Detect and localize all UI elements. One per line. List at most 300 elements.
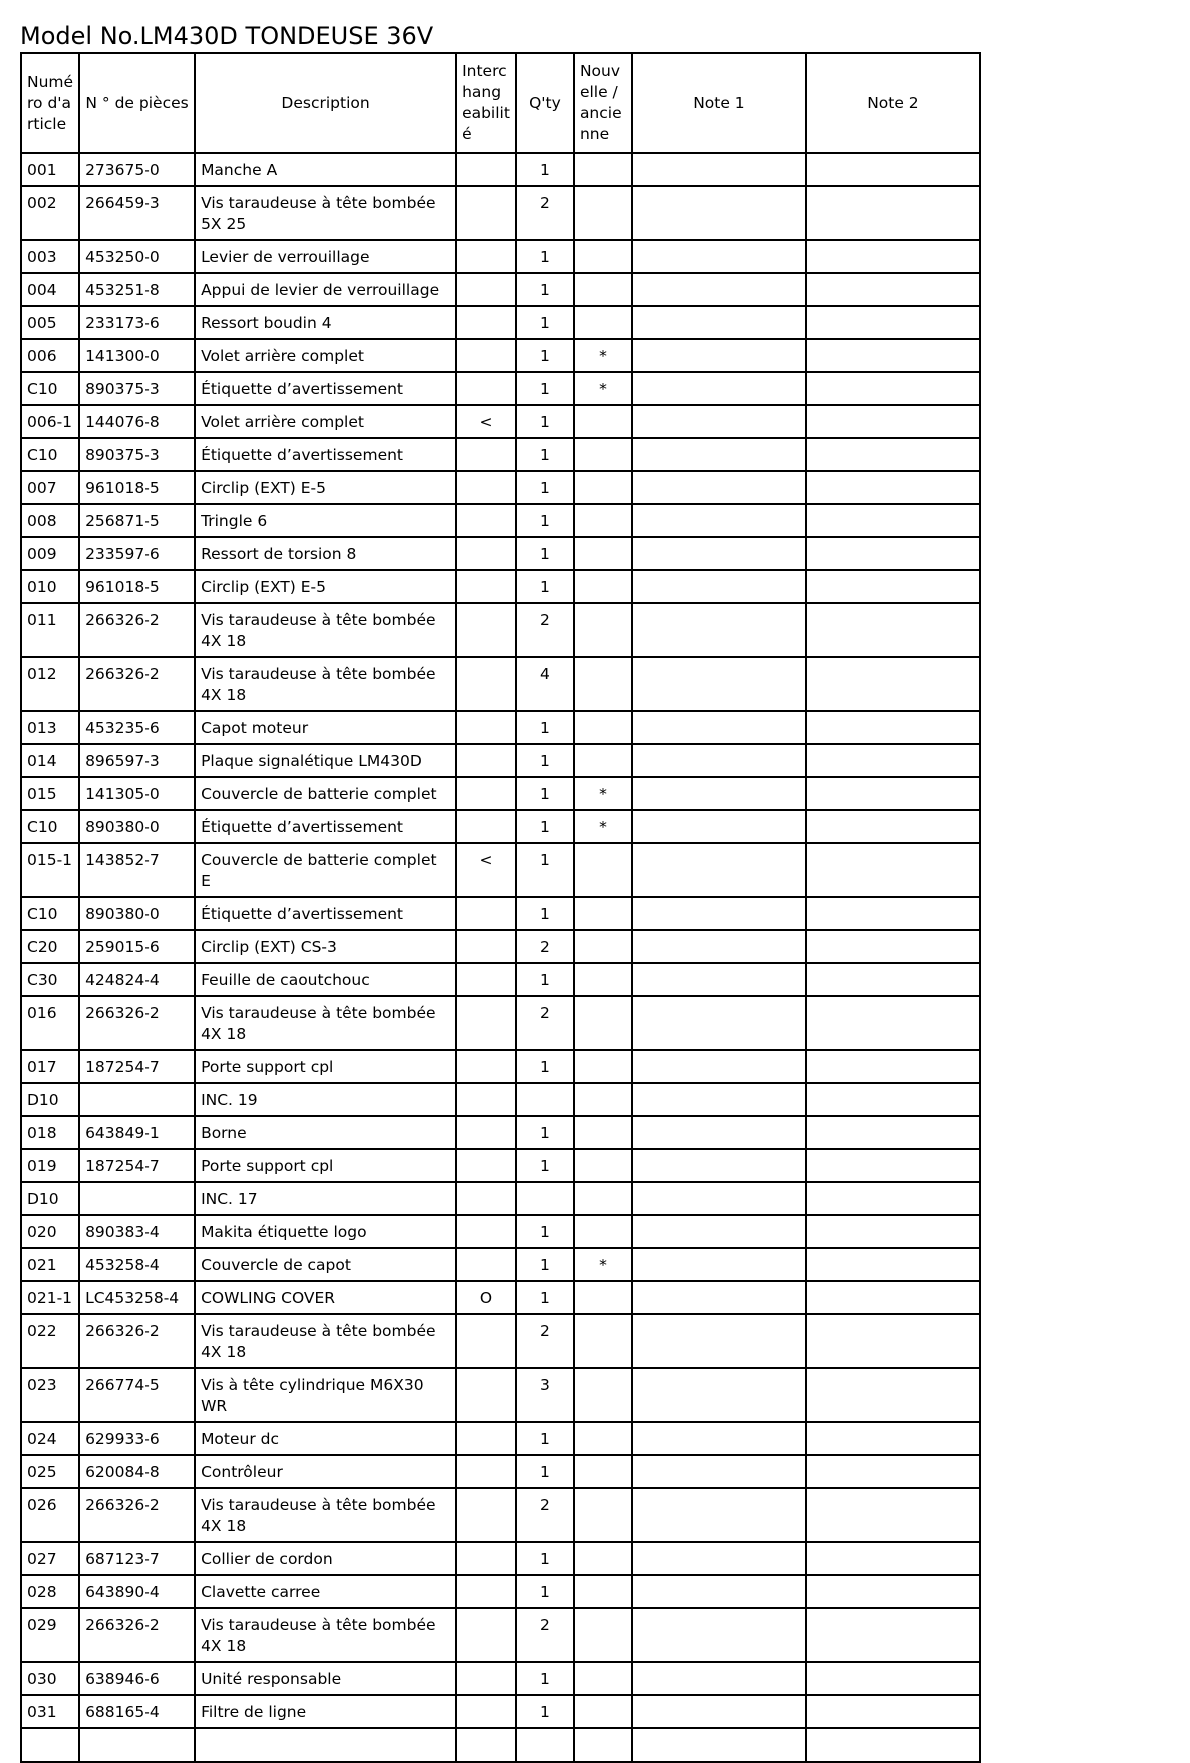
cell-quantity: 1 — [516, 810, 574, 843]
cell-new-old: * — [574, 810, 632, 843]
table-row — [21, 777, 980, 810]
cell-quantity: 1 — [516, 1116, 574, 1149]
cell-item-number: D10 — [21, 1083, 79, 1116]
cell-item-number: 002 — [21, 186, 79, 240]
cell-item-number: 016 — [21, 996, 79, 1050]
cell-part-number: 896597-3 — [79, 744, 195, 777]
cell-note-1 — [632, 504, 806, 537]
page-title: Model No.LM430D TONDEUSE 36V — [20, 22, 434, 50]
cell-description: Makita étiquette logo — [195, 1215, 456, 1248]
cell-note-2 — [806, 711, 980, 744]
table-row — [21, 1455, 980, 1488]
cell-new-old — [574, 1542, 632, 1575]
cell-quantity: 4 — [516, 657, 574, 711]
table-row — [21, 1248, 980, 1281]
cell-quantity: 2 — [516, 1608, 574, 1662]
cell-note-1 — [632, 471, 806, 504]
table-row — [21, 1149, 980, 1182]
cell-quantity: 1 — [516, 1455, 574, 1488]
cell-item-number: 011 — [21, 603, 79, 657]
cell-item-number: C10 — [21, 810, 79, 843]
cell-part-number: 643890-4 — [79, 1575, 195, 1608]
cell-part-number: 187254-7 — [79, 1050, 195, 1083]
cell-description: Étiquette d’avertissement — [195, 438, 456, 471]
cell-new-old — [574, 1662, 632, 1695]
cell-item-number: 021 — [21, 1248, 79, 1281]
cell-interchangeability — [456, 777, 516, 810]
cell-interchangeability — [456, 186, 516, 240]
cell-note-1 — [632, 930, 806, 963]
cell-quantity: 3 — [516, 1368, 574, 1422]
cell-new-old: * — [574, 372, 632, 405]
table-row — [21, 711, 980, 744]
cell-part-number: 141305-0 — [79, 777, 195, 810]
cell-note-1 — [632, 657, 806, 711]
cell-note-2 — [806, 504, 980, 537]
cell-part-number: 687123-7 — [79, 1542, 195, 1575]
table-row — [21, 657, 980, 711]
cell-note-2 — [806, 1422, 980, 1455]
cell-item-number: C20 — [21, 930, 79, 963]
cell-quantity: 1 — [516, 1248, 574, 1281]
cell-note-2 — [806, 438, 980, 471]
cell-interchangeability — [456, 273, 516, 306]
cell-note-2 — [806, 930, 980, 963]
cell-quantity: 1 — [516, 1149, 574, 1182]
table-row — [21, 1083, 980, 1116]
cell-part-number: 266326-2 — [79, 996, 195, 1050]
cell-note-1 — [632, 1368, 806, 1422]
cell-part-number: 259015-6 — [79, 930, 195, 963]
table-row — [21, 1422, 980, 1455]
cell-note-1 — [632, 1728, 806, 1762]
cell-note-2 — [806, 273, 980, 306]
cell-item-number: 013 — [21, 711, 79, 744]
cell-interchangeability — [456, 1149, 516, 1182]
cell-note-2 — [806, 1248, 980, 1281]
cell-quantity: 1 — [516, 273, 574, 306]
cell-note-1 — [632, 339, 806, 372]
cell-interchangeability — [456, 1455, 516, 1488]
cell-description: Vis taraudeuse à tête bombée 4X 18 — [195, 657, 456, 711]
table-row — [21, 273, 980, 306]
cell-quantity: 2 — [516, 186, 574, 240]
table-row — [21, 570, 980, 603]
cell-part-number: 961018-5 — [79, 471, 195, 504]
cell-interchangeability — [456, 438, 516, 471]
cell-note-2 — [806, 1608, 980, 1662]
cell-description: Clavette carree — [195, 1575, 456, 1608]
cell-part-number: 890375-3 — [79, 438, 195, 471]
table-row — [21, 810, 980, 843]
cell-description: Porte support cpl — [195, 1149, 456, 1182]
cell-description: Vis à tête cylindrique M6X30 WR — [195, 1368, 456, 1422]
cell-description: Contrôleur — [195, 1455, 456, 1488]
cell-note-1 — [632, 1455, 806, 1488]
cell-interchangeability — [456, 1215, 516, 1248]
cell-note-2 — [806, 777, 980, 810]
cell-interchangeability — [456, 471, 516, 504]
cell-interchangeability — [456, 1488, 516, 1542]
cell-interchangeability — [456, 306, 516, 339]
table-row — [21, 1182, 980, 1215]
cell-part-number: 453250-0 — [79, 240, 195, 273]
table-row — [21, 843, 980, 897]
cell-interchangeability — [456, 537, 516, 570]
cell-new-old — [574, 963, 632, 996]
cell-description: Étiquette d’avertissement — [195, 810, 456, 843]
cell-description — [195, 1728, 456, 1762]
cell-description: Volet arrière complet — [195, 405, 456, 438]
cell-part-number: 638946-6 — [79, 1662, 195, 1695]
cell-part-number: 890380-0 — [79, 897, 195, 930]
cell-part-number: 266459-3 — [79, 186, 195, 240]
cell-note-2 — [806, 1083, 980, 1116]
cell-description: Plaque signalétique LM430D — [195, 744, 456, 777]
cell-new-old — [574, 603, 632, 657]
cell-part-number: 453251-8 — [79, 273, 195, 306]
cell-quantity: 2 — [516, 1488, 574, 1542]
cell-new-old — [574, 306, 632, 339]
cell-note-1 — [632, 1314, 806, 1368]
cell-note-1 — [632, 273, 806, 306]
cell-description: Tringle 6 — [195, 504, 456, 537]
table-row — [21, 996, 980, 1050]
table-row — [21, 1281, 980, 1314]
cell-new-old — [574, 471, 632, 504]
cell-quantity — [516, 1182, 574, 1215]
cell-item-number: C10 — [21, 372, 79, 405]
cell-note-1 — [632, 186, 806, 240]
cell-quantity: 2 — [516, 930, 574, 963]
cell-note-1 — [632, 1050, 806, 1083]
cell-description: Couvercle de capot — [195, 1248, 456, 1281]
cell-quantity: 1 — [516, 405, 574, 438]
table-row — [21, 372, 980, 405]
cell-item-number: 031 — [21, 1695, 79, 1728]
cell-quantity: 1 — [516, 1542, 574, 1575]
cell-note-1 — [632, 1662, 806, 1695]
cell-part-number: 424824-4 — [79, 963, 195, 996]
cell-new-old — [574, 657, 632, 711]
cell-interchangeability — [456, 1083, 516, 1116]
cell-interchangeability — [456, 1182, 516, 1215]
cell-quantity: 1 — [516, 471, 574, 504]
table-row — [21, 1608, 980, 1662]
cell-note-1 — [632, 438, 806, 471]
cell-part-number: 233597-6 — [79, 537, 195, 570]
cell-interchangeability — [456, 1608, 516, 1662]
cell-item-number: C10 — [21, 897, 79, 930]
cell-note-2 — [806, 1695, 980, 1728]
cell-quantity: 1 — [516, 1695, 574, 1728]
cell-part-number: 890383-4 — [79, 1215, 195, 1248]
cell-quantity: 1 — [516, 153, 574, 186]
cell-new-old — [574, 930, 632, 963]
cell-quantity: 1 — [516, 963, 574, 996]
cell-new-old — [574, 1314, 632, 1368]
cell-new-old — [574, 537, 632, 570]
cell-note-1 — [632, 1575, 806, 1608]
cell-part-number: 266326-2 — [79, 1314, 195, 1368]
cell-quantity: 1 — [516, 897, 574, 930]
cell-interchangeability — [456, 1248, 516, 1281]
cell-part-number — [79, 1083, 195, 1116]
cell-interchangeability — [456, 930, 516, 963]
cell-new-old — [574, 273, 632, 306]
cell-part-number: 629933-6 — [79, 1422, 195, 1455]
cell-description: Feuille de caoutchouc — [195, 963, 456, 996]
cell-part-number: 890380-0 — [79, 810, 195, 843]
cell-quantity: 2 — [516, 603, 574, 657]
cell-new-old — [574, 1215, 632, 1248]
cell-new-old — [574, 843, 632, 897]
cell-note-2 — [806, 1116, 980, 1149]
cell-interchangeability: O — [456, 1281, 516, 1314]
cell-description: Ressort de torsion 8 — [195, 537, 456, 570]
cell-item-number: 006 — [21, 339, 79, 372]
cell-note-2 — [806, 810, 980, 843]
cell-new-old — [574, 1182, 632, 1215]
cell-description: Vis taraudeuse à tête bombée 4X 18 — [195, 1314, 456, 1368]
cell-description: Étiquette d’avertissement — [195, 372, 456, 405]
table-row — [21, 1314, 980, 1368]
cell-note-2 — [806, 1455, 980, 1488]
cell-new-old — [574, 1281, 632, 1314]
cell-new-old — [574, 1149, 632, 1182]
cell-description: Unité responsable — [195, 1662, 456, 1695]
cell-part-number — [79, 1182, 195, 1215]
cell-note-2 — [806, 372, 980, 405]
table-row — [21, 1695, 980, 1728]
cell-note-1 — [632, 996, 806, 1050]
cell-new-old — [574, 1455, 632, 1488]
cell-note-2 — [806, 186, 980, 240]
parts-table-body — [21, 153, 980, 1762]
cell-item-number: 030 — [21, 1662, 79, 1695]
cell-description: Borne — [195, 1116, 456, 1149]
cell-note-1 — [632, 1608, 806, 1662]
table-row — [21, 339, 980, 372]
table-row — [21, 1215, 980, 1248]
cell-new-old — [574, 1368, 632, 1422]
cell-note-2 — [806, 339, 980, 372]
cell-note-1 — [632, 897, 806, 930]
cell-quantity: 1 — [516, 306, 574, 339]
cell-note-2 — [806, 240, 980, 273]
cell-description: Circlip (EXT) CS-3 — [195, 930, 456, 963]
table-row — [21, 1116, 980, 1149]
cell-description: Étiquette d’avertissement — [195, 897, 456, 930]
cell-quantity: 1 — [516, 438, 574, 471]
cell-interchangeability — [456, 339, 516, 372]
cell-interchangeability — [456, 996, 516, 1050]
cell-part-number: 141300-0 — [79, 339, 195, 372]
cell-note-1 — [632, 153, 806, 186]
cell-note-1 — [632, 1281, 806, 1314]
cell-interchangeability — [456, 963, 516, 996]
cell-note-2 — [806, 963, 980, 996]
cell-item-number: 009 — [21, 537, 79, 570]
cell-description: Volet arrière complet — [195, 339, 456, 372]
cell-note-1 — [632, 537, 806, 570]
cell-item-number: 008 — [21, 504, 79, 537]
cell-item-number: 007 — [21, 471, 79, 504]
header-note-2: Note 2 — [806, 53, 980, 153]
cell-note-2 — [806, 1728, 980, 1762]
cell-note-1 — [632, 1215, 806, 1248]
cell-new-old: * — [574, 339, 632, 372]
cell-note-2 — [806, 744, 980, 777]
table-row — [21, 603, 980, 657]
cell-item-number: D10 — [21, 1182, 79, 1215]
cell-note-1 — [632, 1542, 806, 1575]
cell-description: Filtre de ligne — [195, 1695, 456, 1728]
cell-interchangeability — [456, 603, 516, 657]
cell-new-old — [574, 1488, 632, 1542]
cell-quantity: 1 — [516, 744, 574, 777]
cell-new-old — [574, 1050, 632, 1083]
table-row — [21, 537, 980, 570]
cell-note-1 — [632, 1248, 806, 1281]
table-row — [21, 1488, 980, 1542]
cell-item-number — [21, 1728, 79, 1762]
cell-item-number: 018 — [21, 1116, 79, 1149]
cell-note-2 — [806, 306, 980, 339]
cell-note-2 — [806, 1182, 980, 1215]
cell-new-old — [574, 570, 632, 603]
cell-note-2 — [806, 1575, 980, 1608]
cell-interchangeability — [456, 1050, 516, 1083]
table-row — [21, 1542, 980, 1575]
cell-item-number: 025 — [21, 1455, 79, 1488]
cell-interchangeability — [456, 1422, 516, 1455]
header-interchangeability: Interc hang eabilit é — [456, 53, 516, 153]
cell-description: Couvercle de batterie complet — [195, 777, 456, 810]
header-note-1: Note 1 — [632, 53, 806, 153]
cell-item-number: 012 — [21, 657, 79, 711]
cell-new-old — [574, 1728, 632, 1762]
cell-item-number: 005 — [21, 306, 79, 339]
cell-note-1 — [632, 1488, 806, 1542]
table-row — [21, 153, 980, 186]
header-new-old: Nouv elle / ancie nne — [574, 53, 632, 153]
cell-part-number: 961018-5 — [79, 570, 195, 603]
cell-description: Moteur dc — [195, 1422, 456, 1455]
cell-description: Collier de cordon — [195, 1542, 456, 1575]
cell-description: Ressort boudin 4 — [195, 306, 456, 339]
cell-note-1 — [632, 777, 806, 810]
cell-note-1 — [632, 711, 806, 744]
cell-part-number: 266326-2 — [79, 1608, 195, 1662]
cell-part-number: 144076-8 — [79, 405, 195, 438]
cell-new-old: * — [574, 777, 632, 810]
cell-quantity — [516, 1083, 574, 1116]
cell-quantity: 1 — [516, 372, 574, 405]
cell-quantity: 1 — [516, 537, 574, 570]
cell-description: Couvercle de batterie complet E — [195, 843, 456, 897]
cell-note-2 — [806, 1050, 980, 1083]
cell-new-old — [574, 1083, 632, 1116]
cell-part-number: 233173-6 — [79, 306, 195, 339]
cell-note-1 — [632, 963, 806, 996]
table-row — [21, 930, 980, 963]
cell-note-2 — [806, 570, 980, 603]
cell-new-old — [574, 438, 632, 471]
cell-part-number — [79, 1728, 195, 1762]
cell-note-2 — [806, 657, 980, 711]
cell-quantity: 1 — [516, 777, 574, 810]
table-row — [21, 240, 980, 273]
cell-part-number: LC453258-4 — [79, 1281, 195, 1314]
cell-item-number: C10 — [21, 438, 79, 471]
cell-part-number: 643849-1 — [79, 1116, 195, 1149]
cell-note-1 — [632, 372, 806, 405]
cell-quantity: 1 — [516, 240, 574, 273]
cell-interchangeability — [456, 1662, 516, 1695]
header-part-number: N ° de pièces — [79, 53, 195, 153]
cell-note-1 — [632, 1695, 806, 1728]
cell-note-2 — [806, 1314, 980, 1368]
cell-description: Porte support cpl — [195, 1050, 456, 1083]
cell-note-2 — [806, 405, 980, 438]
table-row — [21, 1575, 980, 1608]
cell-quantity: 1 — [516, 711, 574, 744]
table-row — [21, 306, 980, 339]
cell-interchangeability — [456, 1116, 516, 1149]
cell-note-1 — [632, 603, 806, 657]
cell-item-number: 015 — [21, 777, 79, 810]
cell-note-1 — [632, 1116, 806, 1149]
cell-interchangeability — [456, 240, 516, 273]
cell-new-old — [574, 1575, 632, 1608]
cell-quantity: 1 — [516, 504, 574, 537]
cell-note-1 — [632, 570, 806, 603]
cell-note-2 — [806, 1662, 980, 1695]
cell-part-number: 890375-3 — [79, 372, 195, 405]
cell-note-2 — [806, 1281, 980, 1314]
cell-note-2 — [806, 1149, 980, 1182]
cell-new-old — [574, 1422, 632, 1455]
cell-new-old — [574, 153, 632, 186]
cell-note-1 — [632, 843, 806, 897]
cell-item-number: 004 — [21, 273, 79, 306]
cell-note-2 — [806, 1488, 980, 1542]
cell-item-number: 017 — [21, 1050, 79, 1083]
cell-interchangeability — [456, 1368, 516, 1422]
cell-description: Manche A — [195, 153, 456, 186]
cell-item-number: 026 — [21, 1488, 79, 1542]
cell-item-number: 029 — [21, 1608, 79, 1662]
cell-note-2 — [806, 603, 980, 657]
parts-table — [20, 52, 981, 1763]
cell-new-old — [574, 996, 632, 1050]
cell-description: Circlip (EXT) E-5 — [195, 570, 456, 603]
cell-new-old — [574, 1695, 632, 1728]
cell-note-2 — [806, 897, 980, 930]
cell-interchangeability — [456, 1695, 516, 1728]
cell-new-old: * — [574, 1248, 632, 1281]
cell-part-number: 273675-0 — [79, 153, 195, 186]
cell-part-number: 143852-7 — [79, 843, 195, 897]
cell-interchangeability — [456, 504, 516, 537]
cell-item-number: 001 — [21, 153, 79, 186]
cell-quantity: 2 — [516, 1314, 574, 1368]
cell-part-number: 266774-5 — [79, 1368, 195, 1422]
cell-description: Vis taraudeuse à tête bombée 5X 25 — [195, 186, 456, 240]
cell-item-number: 024 — [21, 1422, 79, 1455]
cell-description: Circlip (EXT) E-5 — [195, 471, 456, 504]
